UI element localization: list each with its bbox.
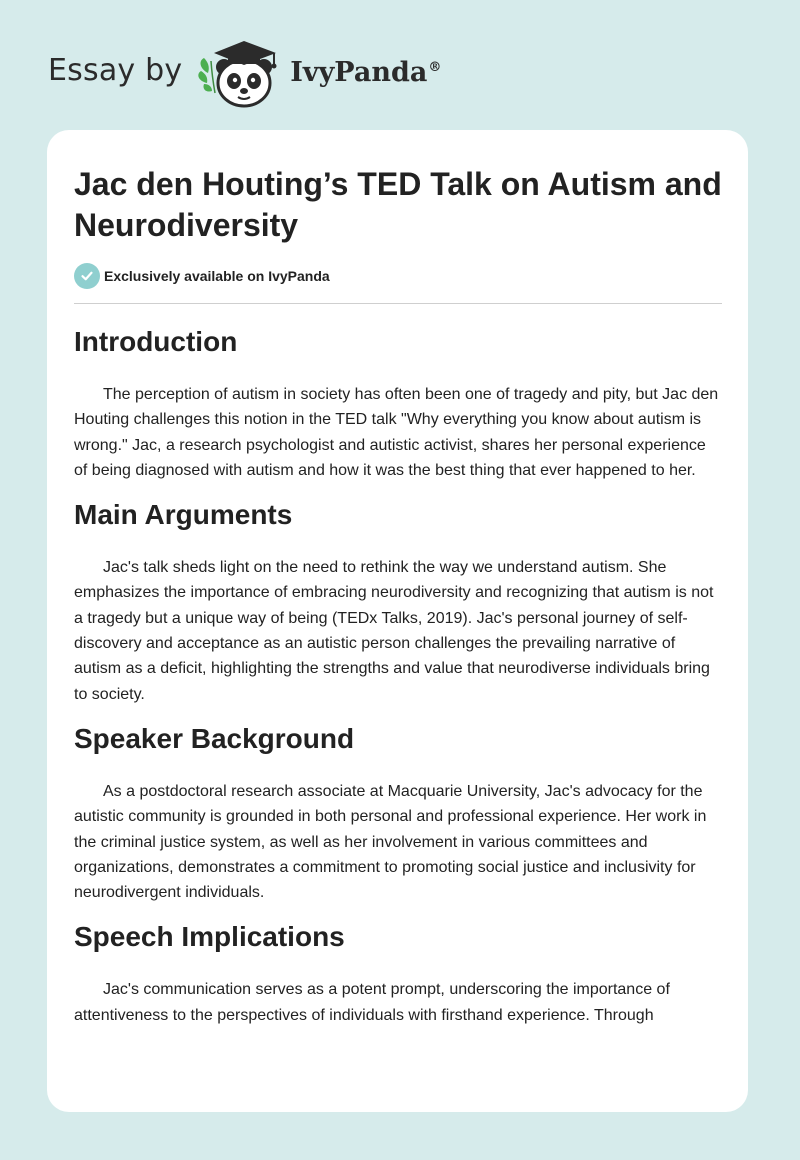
title-divider [74,303,722,304]
brand-name[interactable] [290,57,441,88]
section-paragraph: Jac's talk sheds light on the need to rethink the way we understand autism. She emphasizes the importance of embracing neurodiversity and recognizing that autism is not a tragedy but a unique way of being (TEDx Talks, 2019). Jac's personal journey of self-discovery and acceptance as an autistic person challenges the prevailing narrative of autism as a deficit, highlighting the strengths and value that neurodiverse individuals bring to society. [74,559,714,703]
section-heading: Speech Implications [74,921,345,953]
registered-mark: ® [428,59,442,75]
section-heading: Speaker Background [74,722,355,754]
section-paragraph: The perception of autism in society has often been one of tragedy and pity, but Jac den Houting challenges this notion in the TED talk "Why everything you know about autism is wrong." Jac, a research psychologist and autistic activist, shares her personal experience of being diagnosed with autism and how it was the best thing that ever happened to her. [74,386,719,479]
leaf-icon [199,58,216,93]
essay-by-label: Essay by [48,52,183,88]
essay-title: Jac den Houting’s TED Talk on Autism and Neurodiversity [74,166,722,243]
exclusive-badge [74,263,330,289]
exclusive-badge-text: Exclusively available on IvyPanda [104,268,330,284]
site-header [48,30,441,110]
section-speech-implications [74,917,722,1028]
check-icon [74,263,100,289]
brand-name-text[interactable]: IvyPanda [290,56,428,88]
section-paragraph: Jac's communication serves as a potent prompt, underscoring the importance of attentiveness to the perspectives of individuals with firsthand experience. Through [74,981,670,1024]
section-speaker-background [74,719,722,905]
essay-card [47,130,748,1112]
section-heading: Main Arguments [74,499,293,531]
section-heading: Introduction [74,326,238,357]
section-introduction [74,322,722,483]
panda-logo-icon[interactable] [194,31,286,109]
section-main-arguments [74,495,722,707]
essay-body [74,322,722,1040]
section-paragraph: As a postdoctoral research associate at Macquarie University, Jac's advocacy for the autistic community is grounded in both personal and professional experience. Her work in the criminal justice system, as well as her involvement in various committees and organizations, demonstrates a commitment to promoting social justice and inclusivity for neurodivergent individuals. [74,782,707,902]
